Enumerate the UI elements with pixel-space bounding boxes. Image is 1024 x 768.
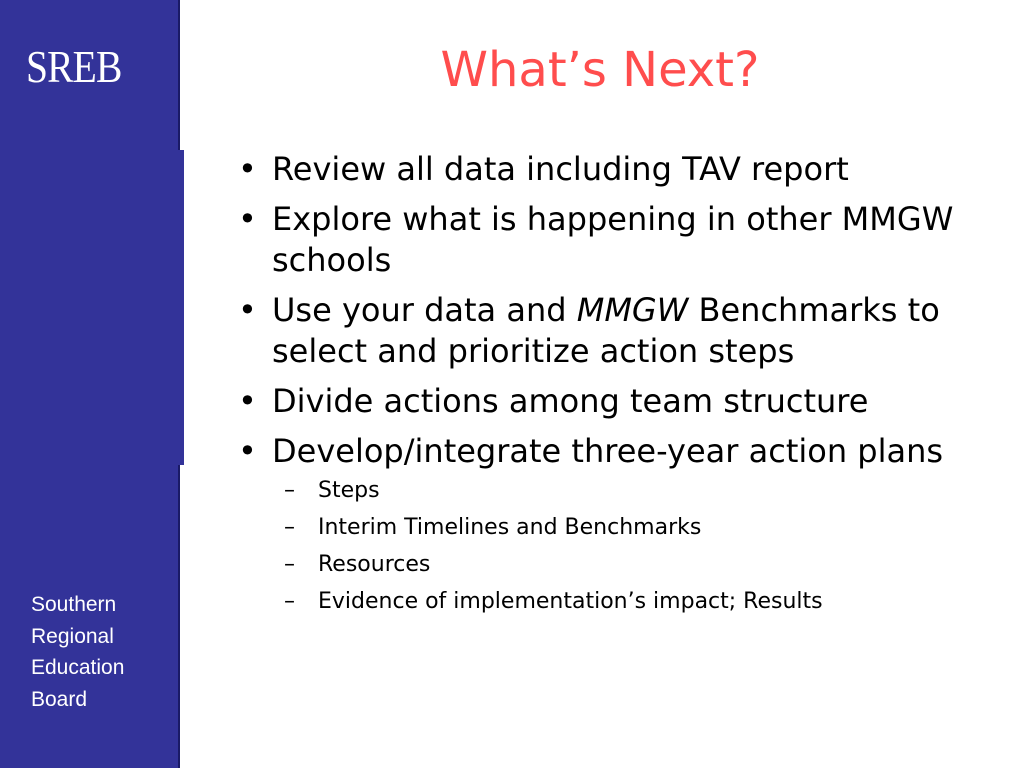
bullet-item: • Explore what is happening in other MMGW schools	[238, 199, 998, 281]
sub-bullet-item: – Resources	[272, 546, 998, 583]
sreb-logo: SREB	[26, 41, 122, 92]
bullet-text: Benchmarks to select and prioritize action steps	[272, 291, 940, 370]
bullet-text: Develop/integrate three-year action plans	[272, 432, 944, 470]
bullet-item: • Review all data including TAV report	[238, 149, 998, 190]
sub-bullet-item: – Interim Timelines and Benchmarks	[272, 509, 998, 546]
org-name-line: Regional	[31, 624, 114, 648]
org-name-line: Education	[31, 656, 125, 679]
sub-bullet-item: – Steps	[272, 472, 998, 509]
org-name-line: Southern	[31, 593, 117, 616]
bullet-item	[238, 431, 998, 620]
bullet-list	[238, 140, 998, 620]
org-name-line: Board	[31, 687, 88, 711]
sidebar-tab	[178, 150, 184, 465]
organization-name	[31, 589, 124, 715]
slide-title: What’s Next?	[440, 42, 760, 98]
bullet-text: Use your data and	[272, 291, 577, 329]
bullet-item	[238, 290, 998, 372]
sub-bullet-item: – Evidence of implementation’s impact; Results	[272, 583, 998, 620]
sub-bullet-list	[272, 472, 998, 620]
bullet-item: • Divide actions among team structure	[238, 381, 998, 422]
sidebar-panel	[0, 0, 180, 768]
bullet-text-italic: MMGW	[576, 291, 689, 329]
